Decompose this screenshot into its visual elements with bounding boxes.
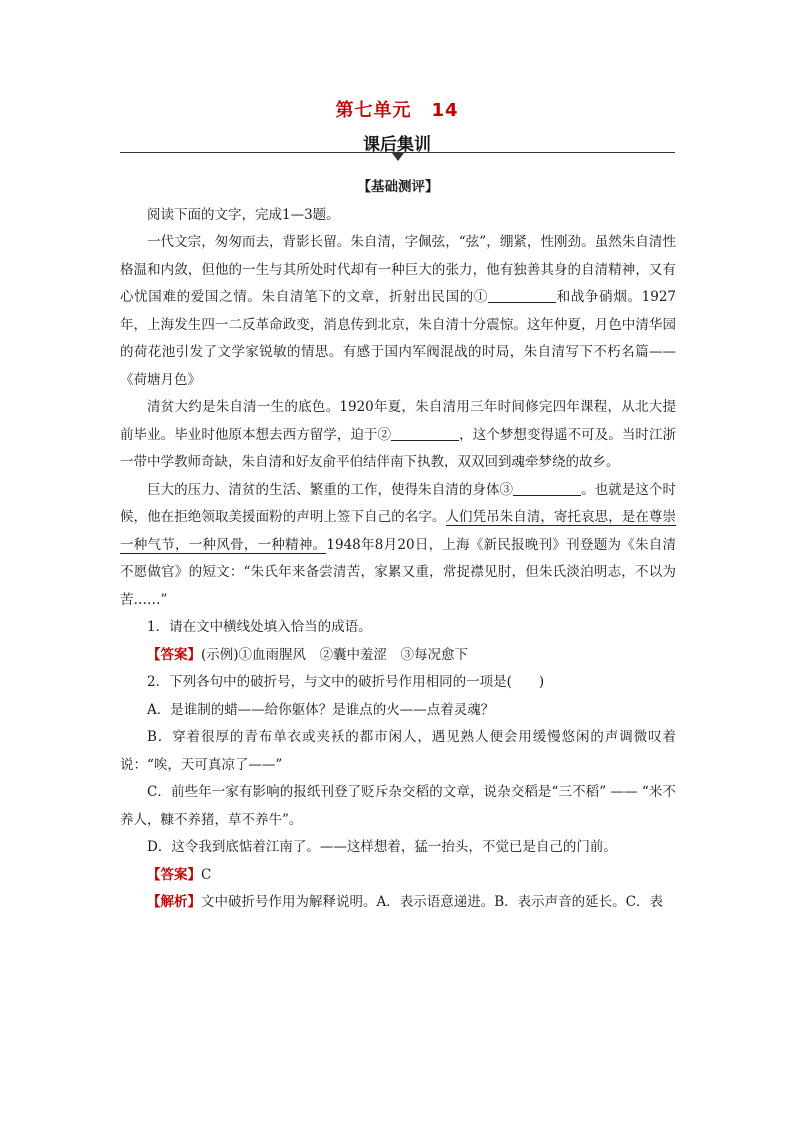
analysis-2	[120, 889, 676, 917]
page-subtitle: 课后集训	[363, 135, 431, 155]
question-1: 1．请在文中横线处填入恰当的成语。	[147, 619, 372, 635]
option-a: A．是谁制的蜡——给你躯体？是谁点的火——点着灵魂？	[147, 701, 495, 718]
answer-tag: 【答案】	[147, 646, 201, 663]
underlined-sentence: 人们凭吊朱自清，寄托哀思，是在尊崇一种气节，一种风骨，一种精神。	[120, 509, 676, 553]
passage-text: ，这个梦想变得遥不可及。当时江浙一带中学教师奇缺，朱自清和好友俞平伯结伴南下执教，双双回到魂牵梦绕的故乡。	[120, 426, 677, 470]
passage-text: 1948年8月20日，上海《新民报晚刊》刊登题为《朱自清不愿做官》的短文：“朱氏年来备尝清苦，家累又重，常捉襟见肘，但朱氏淡泊明志，不以为苦……”	[120, 536, 677, 608]
fill-blank-1	[488, 287, 556, 303]
passage-paragraph-3	[120, 477, 676, 615]
passage-paragraph-2	[120, 394, 676, 477]
document-body	[120, 174, 676, 917]
question-2: 2．下列各句中的破折号，与文中的破折号作用相同的一项是( )	[147, 674, 545, 690]
analysis-tag: 【解析】	[147, 894, 201, 910]
answer-tag: 【答案】	[147, 866, 201, 883]
triangle-down-icon	[392, 153, 404, 161]
fill-blank-3	[513, 480, 581, 496]
answer-text: C	[201, 866, 212, 883]
passage-paragraph-1	[120, 229, 676, 394]
passage-text: 一代文宗，匆匆而去，背影长留。朱自清，字佩弦，“弦”，绷紧，性刚劲。虽然朱自清性格温和内敛，但他的一生与其所处时代却有一种巨大的张力，他有独善其身的自清精神，又有心忧国难的爱国之情。朱自清笔下的文章，折射出民国的①	[120, 234, 676, 305]
unit-title	[0, 96, 794, 122]
passage-text: 清贫大约是朱自清一生的底色。1920年夏，朱自清用三年时间修完四年课程，从北大提前毕业。毕业时他原本想去西方留学，迫于②	[120, 399, 676, 443]
option-c: C．前些年一家有影响的报纸刊登了贬斥杂交稻的文章，说杂交稻是“三不稻” —— “米不养人，糠不养猪，草不养牛”。	[120, 784, 676, 828]
answer-2	[120, 862, 676, 890]
lesson-number: 14	[431, 100, 459, 121]
section-heading: 【基础测评】	[357, 179, 439, 195]
passage-text: 巨大的压力、清贫的生活、繁重的工作，使得朱自清的身体③	[147, 481, 514, 498]
answer-1	[120, 642, 676, 670]
answer-text: (示例)①血雨腥风 ②囊中羞涩 ③每况愈下	[201, 646, 469, 663]
option-d: D．这令我到底惦着江南了。——这样想着，猛一抬头，不觉已是自己的门前。	[147, 839, 617, 855]
reading-instruction: 阅读下面的文字，完成1—3题。	[147, 206, 340, 223]
unit-label: 第七单元	[335, 100, 412, 121]
analysis-text: 文中破折号作用为解释说明。A．表示语意递进。B．表示声音的延长。C．表	[201, 894, 663, 910]
option-b: B．穿着很厚的青布单衣或夹袄的都市闲人，遇见熟人便会用缓慢悠闲的声调微叹着说：“唉，天可真凉了——”	[120, 729, 676, 773]
fill-blank-2	[391, 425, 459, 441]
passage-text: 。也就是这个时候，他在拒绝领取美援面粉的声明上签下自己的名字。	[120, 481, 677, 525]
passage-text: 和战争硝烟。1927年，上海发生四一二反革命政变，消息传到北京，朱自清十分震惊。这年仲夏，月色中清华园的荷花池引发了文学家锐敏的情思。有感于国内军阀混战的时局，朱自清写下不朽名篇——《荷塘月色》	[120, 289, 677, 388]
